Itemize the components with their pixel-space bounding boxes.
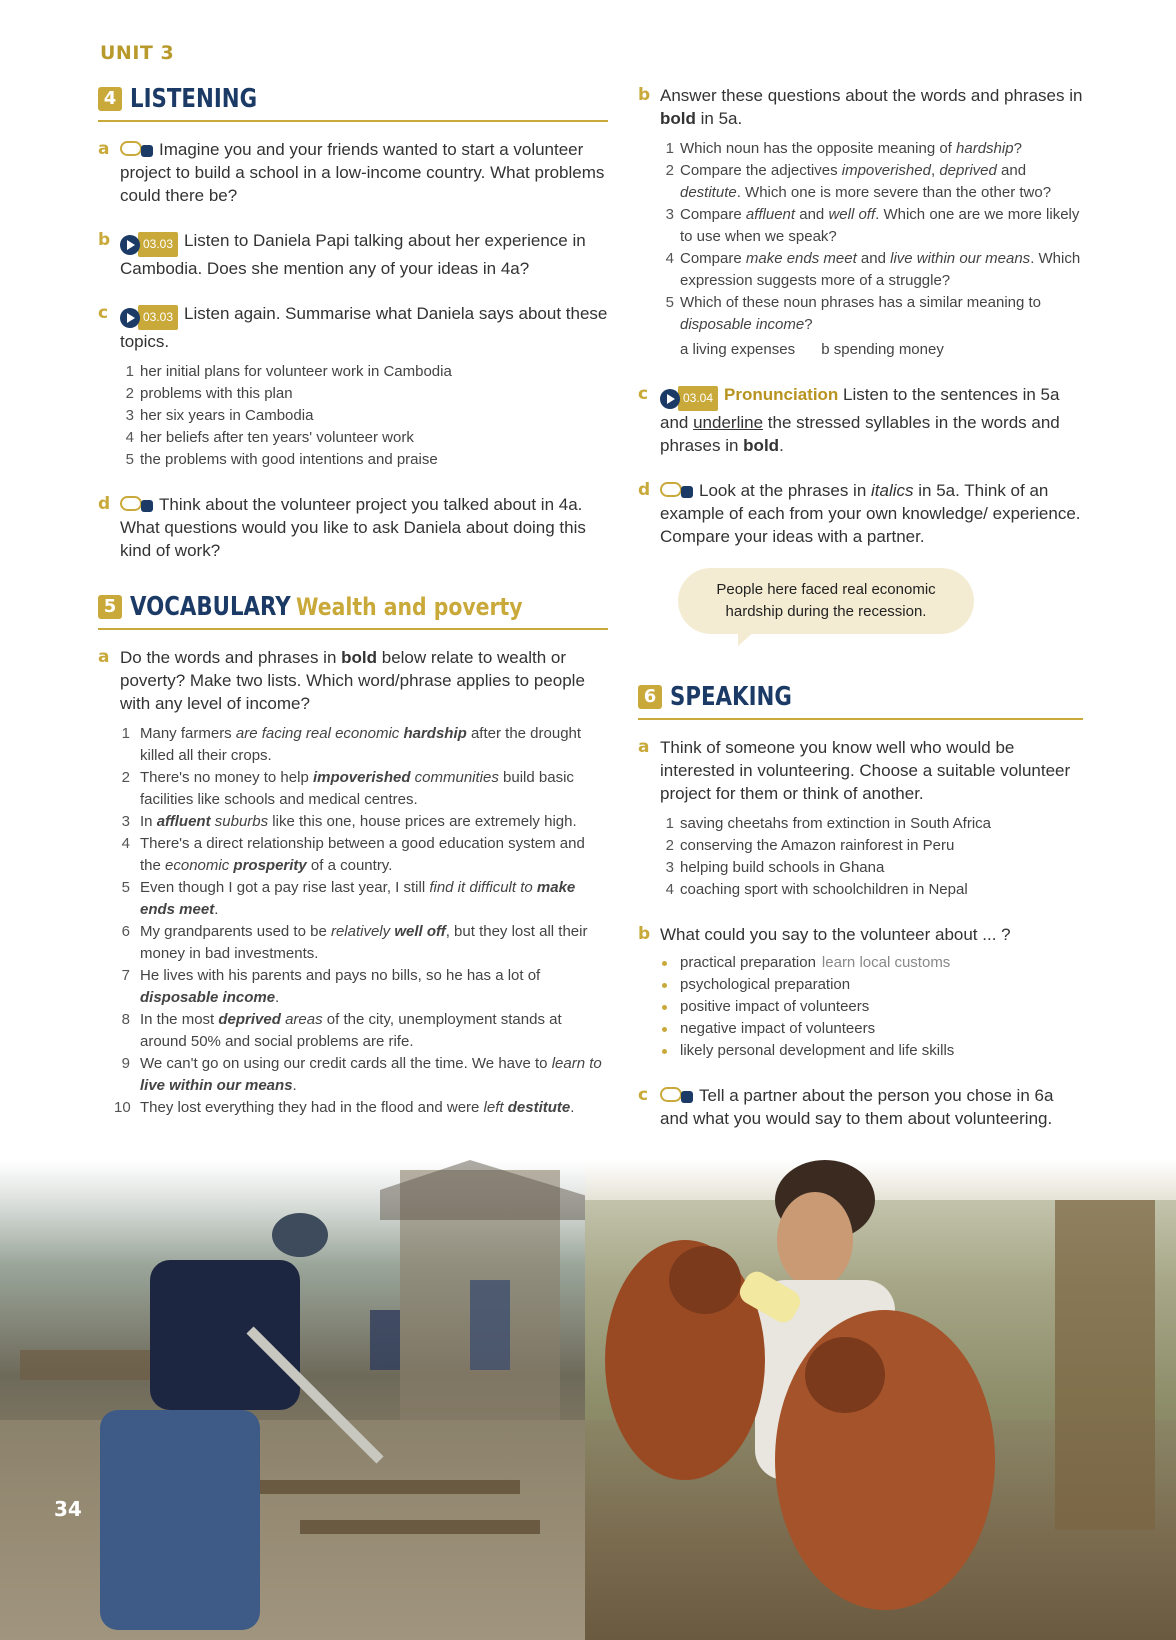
task-text: Listen to Daniela Papi talking about her experience in Cambodia. Does she mention any of your ideas in 4a? bbox=[120, 231, 586, 279]
section-title: LISTENING bbox=[130, 84, 258, 114]
speech-bubble-icon bbox=[120, 140, 154, 158]
task-4a bbox=[98, 138, 608, 207]
section-number-badge: 5 bbox=[98, 595, 122, 619]
list-item: 7 He lives with his parents and pays no bills, so he has a lot of disposable income. bbox=[121, 967, 541, 1007]
task-letter: d bbox=[638, 480, 651, 501]
task-5c: c 03.04 Pronunciation Listen to the sentences in 5a and underline the stressed syllables in the words and phrases in bold. bbox=[638, 384, 1060, 456]
section-subtitle: Wealth and poverty bbox=[296, 593, 523, 622]
play-icon[interactable] bbox=[120, 308, 140, 328]
example-speech-bubble: People here faced real economic hardship during the recession. bbox=[678, 568, 974, 634]
list-item: 2 Compare the adjectives impoverished, deprived and destitute. Which one is more severe than the other two? bbox=[665, 162, 1052, 201]
list-item: 1 saving cheetahs from extinction in South Africa bbox=[665, 815, 992, 833]
construction-volunteer-photo bbox=[0, 1160, 600, 1640]
section-number-badge: 4 bbox=[98, 87, 122, 111]
list-item: 1 her initial plans for volunteer work in Cambodia bbox=[125, 363, 452, 381]
task-letter: a bbox=[638, 737, 650, 758]
page-number: 34 bbox=[54, 1497, 82, 1521]
list-item: 2 conserving the Amazon rainforest in Peru bbox=[665, 837, 955, 855]
speech-bubble-icon bbox=[660, 1086, 694, 1104]
list-item: 10 They lost everything they had in the flood and were left destitute. bbox=[114, 1099, 575, 1117]
task-letter: d bbox=[98, 494, 111, 515]
play-icon[interactable] bbox=[660, 389, 680, 409]
list-item: 5 Which of these noun phrases has a similar meaning to disposable income? bbox=[665, 294, 1042, 333]
task-6b bbox=[638, 923, 1083, 1062]
audio-track-button[interactable] bbox=[120, 232, 178, 257]
speaking-header bbox=[638, 682, 1083, 720]
task-text: What could you say to the volunteer about ... ? bbox=[660, 925, 1011, 945]
list-item: practical preparation learn local customs bbox=[660, 952, 1083, 974]
task-6a bbox=[638, 736, 1083, 901]
task-5a: a Do the words and phrases in bold below relate to wealth or poverty? Make two lists. Which word/phrase applies to people with any level of income? 1 Many farmers are facing real economic hardship after the drought killed all their crops. 2 There's no money to help impoverished communities build basic facilities like schools and medical centres. 3 In affluent suburbs like this one, house prices are extremely high. 4 There's a direct relationship between a good education system and the economic prosperity of a country. 5 Even though I got a pay rise last year, I still find it difficult to make ends meet. 6 My grandparents used to be relatively well off, but they lost all their money in bad investments. 7 He lives with his parents and pays no bills, so he has a lot of disposable income. 8 In the most deprived areas of the city, unemployment stands at around 50% and social problems are rife. 9 We can't go on using our credit cards all the time. We have to learn to live within our means. 10 They lost everything they had in the flood and were left destitute. bbox=[98, 646, 608, 1119]
option-b: b spending money bbox=[821, 341, 944, 358]
list-item: 1 Many farmers are facing real economic hardship after the drought killed all their crops. bbox=[121, 725, 582, 765]
vocabulary-header bbox=[98, 592, 608, 630]
project-list bbox=[660, 813, 1083, 901]
list-item: 3 In affluent suburbs like this one, house prices are extremely high. bbox=[121, 813, 577, 831]
orangutan-volunteer-photo bbox=[585, 1160, 1176, 1640]
list-item: 6 My grandparents used to be relatively well off, but they lost all their money in bad investments. bbox=[121, 923, 588, 963]
list-item: 3 Compare affluent and well off. Which one are we more likely to use when we speak? bbox=[665, 206, 1080, 245]
topic-bullets bbox=[660, 952, 1083, 1062]
list-item: 8 In the most deprived areas of the city, unemployment stands at around 50% and social problems are rife. bbox=[121, 1011, 562, 1051]
unit-label: UNIT 3 bbox=[100, 42, 175, 64]
task-4c bbox=[98, 302, 608, 471]
task-6c bbox=[638, 1084, 1083, 1130]
list-item: 5 the problems with good intentions and praise bbox=[125, 451, 438, 469]
list-item: 4 coaching sport with schoolchildren in Nepal bbox=[665, 881, 968, 899]
task-letter: a bbox=[98, 647, 110, 668]
list-item: 2 There's no money to help impoverished communities build basic facilities like schools and medical centres. bbox=[121, 769, 574, 809]
list-item: 9 We can't go on using our credit cards all the time. We have to learn to live within our means. bbox=[121, 1055, 602, 1095]
section-title: VOCABULARY bbox=[130, 592, 291, 623]
list-item: 5 Even though I got a pay rise last year, I still find it difficult to make ends meet. bbox=[121, 879, 576, 919]
track-number: 03.03 bbox=[138, 305, 178, 330]
task-text: Tell a partner about the person you chose in 6a and what you would say to them about volunteering. bbox=[660, 1086, 1054, 1129]
task-text: Imagine you and your friends wanted to start a volunteer project to build a school in a low-income country. What problems could there be? bbox=[120, 140, 605, 205]
speech-bubble-icon bbox=[120, 495, 154, 513]
task-letter: c bbox=[98, 303, 109, 324]
track-number: 03.03 bbox=[138, 232, 178, 257]
list-item: negative impact of volunteers bbox=[660, 1018, 1083, 1040]
audio-track-button[interactable] bbox=[660, 386, 718, 411]
list-item: 2 problems with this plan bbox=[125, 385, 293, 403]
pronunciation-label: Pronunciation bbox=[724, 385, 839, 404]
list-item: 1 Which noun has the opposite meaning of hardship? bbox=[665, 140, 1022, 157]
list-item: 4 her beliefs after ten years' volunteer work bbox=[125, 429, 414, 447]
listening-header bbox=[98, 84, 608, 122]
construction-scene bbox=[0, 1160, 600, 1640]
task-5b: b Answer these questions about the words and phrases in bold in 5a. 1 Which noun has the opposite meaning of hardship? 2 Compare the adjectives impoverished, deprived and destitute. Which one is more severe than the other two? 3 Compare affluent and well off. Which one are we more likely to use when we speak? 4 Compare make ends meet and live within our means. Which expression suggests more of a struggle? 5 Which of these noun phrases has a similar meaning to disposable income? a living expenses b spending money bbox=[638, 84, 1083, 361]
vocab-sentence-list bbox=[114, 723, 608, 1119]
task-letter: c bbox=[638, 1085, 649, 1106]
list-item: 4 Compare make ends meet and live within our means. Which expression suggests more of a struggle? bbox=[665, 250, 1081, 289]
orangutan-scene bbox=[585, 1160, 1176, 1640]
task-text: Listen again. Summarise what Daniela says about these topics. bbox=[120, 304, 608, 352]
task-letter: a bbox=[98, 139, 110, 159]
task-text: Think of someone you know well who would be interested in volunteering. Choose a suitable volunteer project for them or think of another. bbox=[660, 738, 1071, 804]
audio-track-button[interactable] bbox=[120, 305, 178, 330]
answer-options bbox=[660, 338, 1083, 361]
task-text: Think about the volunteer project you talked about in 4a. What questions would you like to ask Daniela about doing this kind of work? bbox=[120, 495, 586, 561]
task-letter: c bbox=[638, 384, 649, 404]
list-item: 3 her six years in Cambodia bbox=[125, 407, 314, 425]
list-item: 3 helping build schools in Ghana bbox=[665, 859, 885, 877]
task-4b bbox=[98, 229, 608, 280]
task-letter: b bbox=[98, 230, 111, 250]
list-item: likely personal development and life skills bbox=[660, 1040, 1083, 1062]
section-number-badge: 6 bbox=[638, 685, 662, 709]
topic-list bbox=[120, 361, 608, 471]
task-5d: d Look at the phrases in italics in 5a. Think of an example of each from your own knowledge/ experience. Compare your ideas with a partner. bbox=[638, 480, 1081, 547]
question-list bbox=[660, 138, 1083, 336]
right-column bbox=[638, 84, 1083, 1152]
list-item: psychological preparation bbox=[660, 974, 1083, 996]
list-item: 4 There's a direct relationship between a good education system and the economic prosperity of a country. bbox=[121, 835, 585, 875]
track-number: 03.04 bbox=[678, 386, 718, 411]
example-hint: learn local customs bbox=[821, 954, 951, 972]
speech-bubble-icon bbox=[660, 481, 694, 499]
left-column bbox=[98, 84, 608, 1141]
list-item: positive impact of volunteers bbox=[660, 996, 1083, 1018]
task-letter: b bbox=[638, 924, 651, 945]
task-4d bbox=[98, 493, 608, 562]
section-title: SPEAKING bbox=[670, 682, 792, 713]
play-icon[interactable] bbox=[120, 235, 140, 255]
task-letter: b bbox=[638, 85, 651, 105]
option-a: a living expenses bbox=[680, 341, 796, 358]
